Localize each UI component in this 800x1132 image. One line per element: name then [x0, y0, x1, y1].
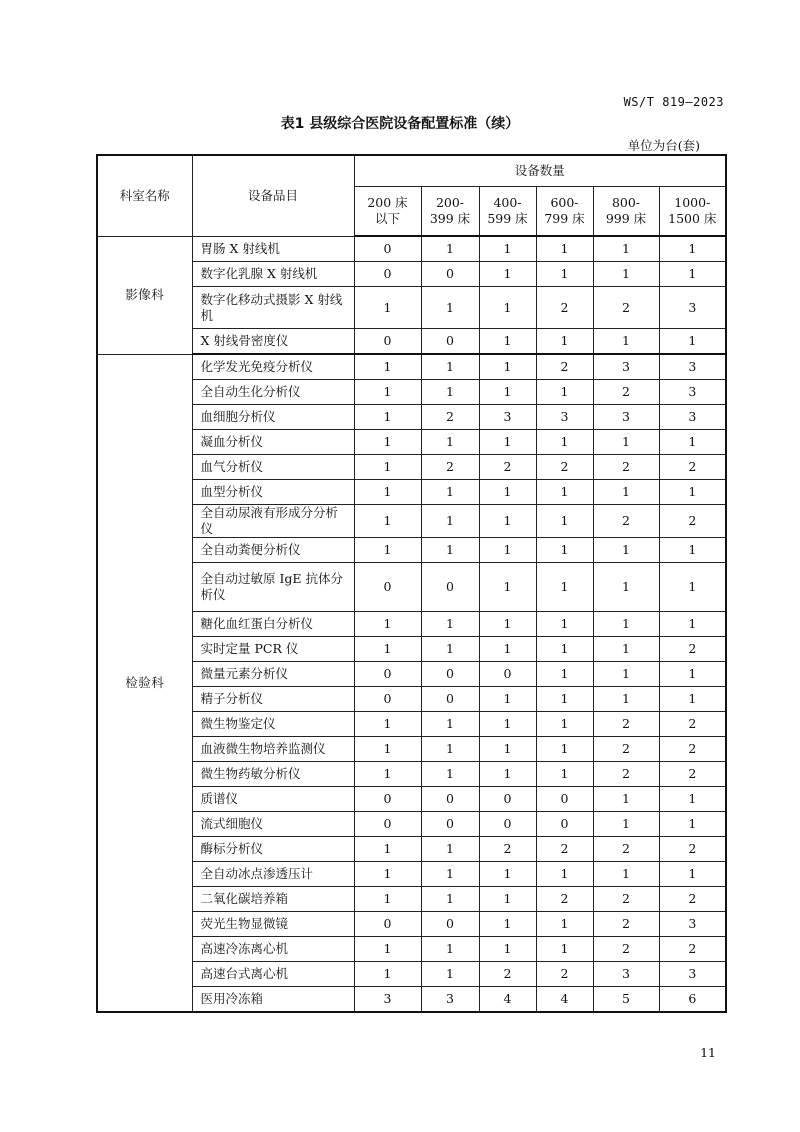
- quantity-cell: 1: [536, 236, 593, 262]
- quantity-cell: 3: [421, 987, 479, 1013]
- quantity-cell: 1: [354, 837, 421, 862]
- quantity-cell: 1: [479, 380, 536, 405]
- quantity-cell: 2: [593, 737, 659, 762]
- equipment-item-cell: 全自动过敏原 IgE 抗体分析仪: [192, 563, 354, 612]
- table-row: [97, 837, 726, 862]
- quantity-cell: 1: [593, 480, 659, 505]
- equipment-table: [96, 154, 727, 1013]
- dept-name-cell: 影像科: [97, 236, 192, 354]
- quantity-cell: 1: [421, 737, 479, 762]
- quantity-cell: 2: [593, 937, 659, 962]
- table-row: [97, 912, 726, 937]
- equipment-item-cell: 血气分析仪: [192, 455, 354, 480]
- quantity-cell: 1: [479, 937, 536, 962]
- quantity-cell: 1: [536, 505, 593, 538]
- table-row: [97, 687, 726, 712]
- quantity-cell: 0: [536, 787, 593, 812]
- quantity-cell: 0: [479, 812, 536, 837]
- quantity-cell: 1: [354, 380, 421, 405]
- header-bed-scale: 800- 999 床: [593, 187, 659, 237]
- page-number: 11: [700, 1045, 716, 1060]
- quantity-cell: 1: [536, 712, 593, 737]
- quantity-cell: 2: [593, 505, 659, 538]
- equipment-item-cell: 全自动粪便分析仪: [192, 538, 354, 563]
- quantity-cell: 0: [421, 262, 479, 287]
- quantity-cell: 2: [536, 455, 593, 480]
- quantity-cell: 0: [354, 662, 421, 687]
- quantity-cell: 1: [593, 662, 659, 687]
- quantity-cell: 1: [536, 687, 593, 712]
- quantity-cell: 3: [354, 987, 421, 1013]
- quantity-cell: 1: [479, 505, 536, 538]
- quantity-cell: 1: [536, 937, 593, 962]
- equipment-item-cell: 微生物鉴定仪: [192, 712, 354, 737]
- equipment-item-cell: 医用冷冻箱: [192, 987, 354, 1013]
- quantity-cell: 3: [593, 354, 659, 380]
- quantity-cell: 1: [593, 862, 659, 887]
- quantity-cell: 1: [479, 329, 536, 355]
- equipment-item-cell: 数字化乳腺 X 射线机: [192, 262, 354, 287]
- quantity-cell: 0: [421, 912, 479, 937]
- quantity-cell: 0: [354, 812, 421, 837]
- table-row: [97, 405, 726, 430]
- table-row: [97, 812, 726, 837]
- quantity-cell: 0: [421, 812, 479, 837]
- quantity-cell: 2: [593, 912, 659, 937]
- quantity-cell: 1: [354, 405, 421, 430]
- equipment-item-cell: 血细胞分析仪: [192, 405, 354, 430]
- quantity-cell: 3: [593, 962, 659, 987]
- quantity-cell: 2: [593, 837, 659, 862]
- quantity-cell: 1: [536, 737, 593, 762]
- quantity-cell: 1: [593, 612, 659, 637]
- table-row: [97, 712, 726, 737]
- quantity-cell: 0: [479, 662, 536, 687]
- quantity-cell: 1: [421, 354, 479, 380]
- equipment-item-cell: 化学发光免疫分析仪: [192, 354, 354, 380]
- equipment-item-cell: 微生物药敏分析仪: [192, 762, 354, 787]
- quantity-cell: 0: [354, 787, 421, 812]
- quantity-cell: 1: [479, 887, 536, 912]
- equipment-item-cell: X 射线骨密度仪: [192, 329, 354, 355]
- quantity-cell: 1: [354, 712, 421, 737]
- quantity-cell: 1: [536, 538, 593, 563]
- quantity-cell: 1: [479, 612, 536, 637]
- header-bed-scale: 600- 799 床: [536, 187, 593, 237]
- equipment-item-cell: 全自动冰点渗透压计: [192, 862, 354, 887]
- equipment-item-cell: 高速台式离心机: [192, 962, 354, 987]
- quantity-cell: 1: [421, 380, 479, 405]
- quantity-cell: 1: [479, 262, 536, 287]
- equipment-item-cell: 凝血分析仪: [192, 430, 354, 455]
- quantity-cell: 0: [354, 687, 421, 712]
- quantity-cell: 1: [593, 563, 659, 612]
- equipment-item-cell: 流式细胞仪: [192, 812, 354, 837]
- quantity-cell: 1: [593, 236, 659, 262]
- equipment-item-cell: 全自动生化分析仪: [192, 380, 354, 405]
- table-row: [97, 762, 726, 787]
- quantity-cell: 1: [593, 812, 659, 837]
- quantity-cell: 2: [479, 455, 536, 480]
- quantity-cell: 1: [536, 329, 593, 355]
- quantity-cell: 1: [354, 762, 421, 787]
- equipment-item-cell: 血型分析仪: [192, 480, 354, 505]
- quantity-cell: 2: [659, 937, 726, 962]
- quantity-cell: 0: [536, 812, 593, 837]
- quantity-cell: 2: [593, 380, 659, 405]
- quantity-cell: 0: [421, 563, 479, 612]
- unit-note: 单位为台(套): [627, 138, 700, 153]
- quantity-cell: 1: [354, 480, 421, 505]
- quantity-cell: 1: [421, 505, 479, 538]
- quantity-cell: 1: [536, 762, 593, 787]
- quantity-cell: 1: [593, 637, 659, 662]
- quantity-cell: 2: [593, 762, 659, 787]
- quantity-cell: 2: [536, 354, 593, 380]
- quantity-cell: 1: [354, 354, 421, 380]
- table-row: [97, 862, 726, 887]
- quantity-cell: 1: [421, 612, 479, 637]
- quantity-cell: 1: [536, 480, 593, 505]
- table-row: [97, 480, 726, 505]
- quantity-cell: 3: [659, 354, 726, 380]
- quantity-cell: 1: [479, 712, 536, 737]
- quantity-cell: 1: [354, 887, 421, 912]
- quantity-cell: 1: [479, 737, 536, 762]
- equipment-item-cell: 数字化移动式摄影 X 射线机: [192, 287, 354, 329]
- quantity-cell: 1: [354, 612, 421, 637]
- equipment-item-cell: 酶标分析仪: [192, 837, 354, 862]
- quantity-cell: 1: [479, 862, 536, 887]
- header-quantity-group: 设备数量: [354, 155, 726, 187]
- quantity-cell: 1: [479, 563, 536, 612]
- quantity-cell: 6: [659, 987, 726, 1013]
- quantity-cell: 1: [593, 329, 659, 355]
- quantity-cell: 2: [659, 637, 726, 662]
- quantity-cell: 1: [659, 687, 726, 712]
- quantity-cell: 1: [536, 612, 593, 637]
- table-row: [97, 887, 726, 912]
- quantity-cell: 2: [421, 455, 479, 480]
- quantity-cell: 2: [659, 455, 726, 480]
- quantity-cell: 1: [536, 563, 593, 612]
- quantity-cell: 1: [659, 662, 726, 687]
- quantity-cell: 1: [421, 837, 479, 862]
- quantity-cell: 2: [593, 712, 659, 737]
- quantity-cell: 1: [593, 430, 659, 455]
- quantity-cell: 1: [354, 862, 421, 887]
- quantity-cell: 1: [421, 637, 479, 662]
- quantity-cell: 4: [536, 987, 593, 1013]
- quantity-cell: 1: [659, 430, 726, 455]
- quantity-cell: 2: [479, 837, 536, 862]
- quantity-cell: 0: [354, 912, 421, 937]
- quantity-cell: 2: [536, 887, 593, 912]
- quantity-cell: 2: [593, 887, 659, 912]
- equipment-item-cell: 胃肠 X 射线机: [192, 236, 354, 262]
- table-row: [97, 987, 726, 1013]
- header-bed-scale: 1000- 1500 床: [659, 187, 726, 237]
- quantity-cell: 1: [659, 329, 726, 355]
- quantity-cell: 1: [659, 862, 726, 887]
- quantity-cell: 2: [593, 455, 659, 480]
- table-row: [97, 662, 726, 687]
- quantity-cell: 0: [421, 787, 479, 812]
- quantity-cell: 3: [659, 380, 726, 405]
- quantity-cell: 1: [536, 380, 593, 405]
- quantity-cell: 1: [659, 538, 726, 563]
- quantity-cell: 1: [421, 712, 479, 737]
- quantity-cell: 2: [421, 405, 479, 430]
- quantity-cell: 1: [536, 430, 593, 455]
- table-row: [97, 430, 726, 455]
- quantity-cell: 1: [593, 787, 659, 812]
- header-item: 设备品目: [192, 155, 354, 236]
- quantity-cell: 1: [421, 887, 479, 912]
- quantity-cell: 1: [479, 762, 536, 787]
- table-row: [97, 563, 726, 612]
- equipment-item-cell: 质谱仪: [192, 787, 354, 812]
- quantity-cell: 1: [421, 480, 479, 505]
- quantity-cell: 2: [659, 762, 726, 787]
- dept-name-cell: 检验科: [97, 354, 192, 1012]
- quantity-cell: 3: [536, 405, 593, 430]
- quantity-cell: 1: [479, 912, 536, 937]
- equipment-item-cell: 微量元素分析仪: [192, 662, 354, 687]
- equipment-item-cell: 精子分析仪: [192, 687, 354, 712]
- quantity-cell: 1: [479, 354, 536, 380]
- quantity-cell: 2: [479, 962, 536, 987]
- table-row: [97, 505, 726, 538]
- quantity-cell: 3: [659, 405, 726, 430]
- quantity-cell: 1: [659, 787, 726, 812]
- quantity-cell: 1: [536, 262, 593, 287]
- table-row: [97, 962, 726, 987]
- quantity-cell: 1: [659, 612, 726, 637]
- quantity-cell: 1: [421, 430, 479, 455]
- quantity-cell: 5: [593, 987, 659, 1013]
- quantity-cell: 0: [421, 662, 479, 687]
- equipment-item-cell: 全自动尿液有形成分分析仪: [192, 505, 354, 538]
- quantity-cell: 3: [479, 405, 536, 430]
- quantity-cell: 1: [421, 538, 479, 563]
- table-row: [97, 538, 726, 563]
- quantity-cell: 0: [421, 329, 479, 355]
- quantity-cell: 1: [479, 687, 536, 712]
- table-row: [97, 612, 726, 637]
- quantity-cell: 0: [354, 329, 421, 355]
- quantity-cell: 1: [354, 430, 421, 455]
- table-row: [97, 262, 726, 287]
- quantity-cell: 1: [479, 480, 536, 505]
- equipment-item-cell: 糖化血红蛋白分析仪: [192, 612, 354, 637]
- quantity-cell: 1: [536, 637, 593, 662]
- quantity-cell: 1: [479, 538, 536, 563]
- table-row: [97, 287, 726, 329]
- table-row: [97, 455, 726, 480]
- quantity-cell: 0: [354, 563, 421, 612]
- quantity-cell: 0: [354, 236, 421, 262]
- quantity-cell: 2: [536, 837, 593, 862]
- quantity-cell: 1: [354, 505, 421, 538]
- equipment-item-cell: 实时定量 PCR 仪: [192, 637, 354, 662]
- quantity-cell: 1: [354, 637, 421, 662]
- quantity-cell: 1: [354, 287, 421, 329]
- table-row: [97, 787, 726, 812]
- quantity-cell: 2: [659, 837, 726, 862]
- quantity-cell: 2: [659, 887, 726, 912]
- quantity-cell: 0: [479, 787, 536, 812]
- quantity-cell: 1: [659, 812, 726, 837]
- table-row: [97, 380, 726, 405]
- table-row: [97, 937, 726, 962]
- quantity-cell: 2: [659, 737, 726, 762]
- quantity-cell: 1: [354, 455, 421, 480]
- quantity-cell: 1: [479, 236, 536, 262]
- table-caption: 表1 县级综合医院设备配置标准（续）: [280, 116, 520, 132]
- header-bed-scale: 200 床 以下: [354, 187, 421, 237]
- quantity-cell: 2: [659, 712, 726, 737]
- equipment-item-cell: 血液微生物培养监测仪: [192, 737, 354, 762]
- quantity-cell: 3: [659, 912, 726, 937]
- quantity-cell: 1: [354, 737, 421, 762]
- quantity-cell: 3: [659, 962, 726, 987]
- quantity-cell: 1: [479, 637, 536, 662]
- equipment-item-cell: 二氧化碳培养箱: [192, 887, 354, 912]
- quantity-cell: 1: [421, 962, 479, 987]
- quantity-cell: 1: [354, 937, 421, 962]
- table-row: [97, 637, 726, 662]
- equipment-item-cell: 高速冷冻离心机: [192, 937, 354, 962]
- header-dept: 科室名称: [97, 155, 192, 236]
- table-row: [97, 236, 726, 262]
- quantity-cell: 1: [421, 862, 479, 887]
- quantity-cell: 1: [479, 430, 536, 455]
- quantity-cell: 2: [593, 287, 659, 329]
- table-row: [97, 329, 726, 355]
- quantity-cell: 1: [659, 236, 726, 262]
- quantity-cell: 3: [659, 287, 726, 329]
- quantity-cell: 1: [593, 538, 659, 563]
- quantity-cell: 0: [421, 687, 479, 712]
- quantity-cell: 3: [593, 405, 659, 430]
- quantity-cell: 1: [593, 262, 659, 287]
- quantity-cell: 2: [659, 505, 726, 538]
- quantity-cell: 1: [421, 287, 479, 329]
- quantity-cell: 1: [536, 912, 593, 937]
- quantity-cell: 0: [354, 262, 421, 287]
- equipment-item-cell: 荧光生物显微镜: [192, 912, 354, 937]
- quantity-cell: 1: [659, 480, 726, 505]
- quantity-cell: 1: [659, 262, 726, 287]
- quantity-cell: 1: [421, 236, 479, 262]
- quantity-cell: 1: [536, 862, 593, 887]
- quantity-cell: 2: [536, 287, 593, 329]
- quantity-cell: 2: [536, 962, 593, 987]
- quantity-cell: 1: [536, 662, 593, 687]
- header-bed-scale: 400- 599 床: [479, 187, 536, 237]
- header-bed-scale: 200- 399 床: [421, 187, 479, 237]
- table-row: [97, 354, 726, 380]
- quantity-cell: 1: [593, 687, 659, 712]
- quantity-cell: 1: [479, 287, 536, 329]
- quantity-cell: 4: [479, 987, 536, 1013]
- quantity-cell: 1: [421, 762, 479, 787]
- quantity-cell: 1: [354, 538, 421, 563]
- quantity-cell: 1: [659, 563, 726, 612]
- standard-code: WS/T 819—2023: [623, 95, 724, 109]
- quantity-cell: 1: [354, 962, 421, 987]
- quantity-cell: 1: [421, 937, 479, 962]
- table-row: [97, 737, 726, 762]
